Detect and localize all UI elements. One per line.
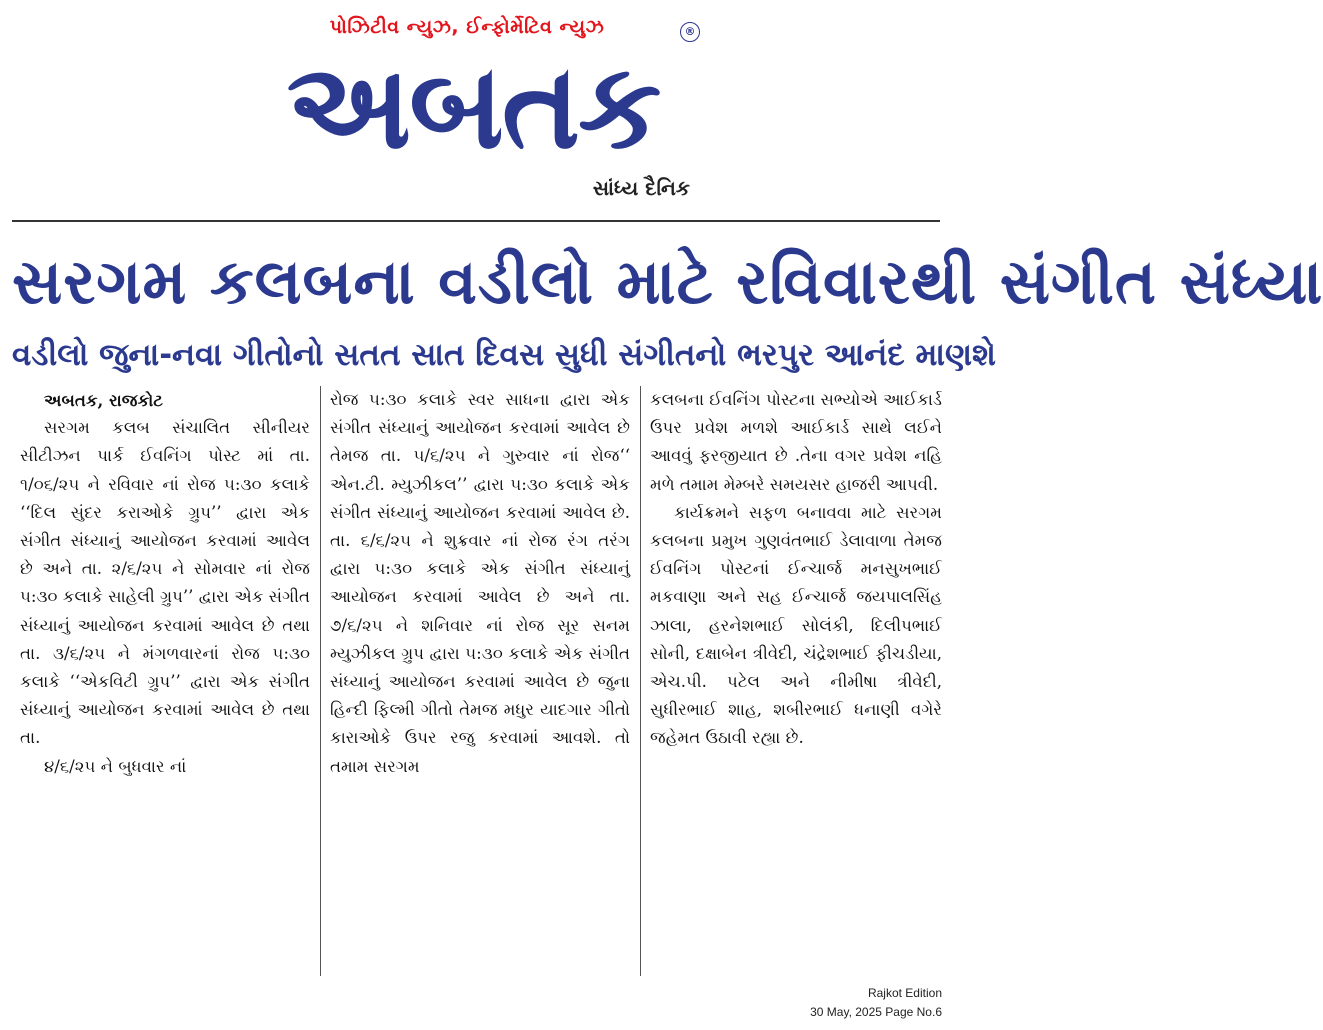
article-paragraph: સરગમ કલબ સંચાલિત સીનીયર સીટીઝન પાર્ક ઈવનિંગ પોસ્ટ માં તા. ૧/૦૬/૨૫ ને રવિવાર નાં રોજ ૫:૩૦ કલાકે ‘‘દિલ સુંદર કરાઓકે ગ્રુપ’’ દ્વારા એક સંગીત સંધ્યાનું આયોજન કરવામાં આવેલ છે અને તા. ૨/૬/૨૫ ને સોમવાર નાં રોજ ૫:૩૦ કલાકે સાહેલી ગ્રુપ’’ દ્વારા એક સંગીત સંધ્યાનું આયોજન કરવામાં આવેલ છે તથા તા. ૩/૬/૨૫ ને મંગળવારનાં રોજ ૫:૩૦ કલાકે ‘‘એકવિટી ગ્રુપ’’ દ્વારા એક સંગીત સંધ્યાનું આયોજન કરવામાં આવેલ છે તથા તા. — [20, 418, 310, 748]
article-subheadline: વડીલો જુના-નવા ગીતોનો સતત સાત દિવસ સુધી સંગીતનો ભરપુર આનંદ માણશે — [12, 337, 996, 373]
column-divider — [320, 386, 321, 976]
article-paragraph: કલબના ઈવનિંગ પોસ્ટના સભ્યોએ આઈકાર્ડ ઉપર પ્રવેશ મળશે આઈકાર્ડ સાથે લઈને આવવું ફરજીયાત છે .તેના વગર પ્રવેશ નહિ મળે તમામ મેમ્બરે સમયસર હાજરી આપવી. — [650, 390, 942, 494]
article-headline: સરગમ કલબના વડીલો માટે રવિવારથી સંગીત સંધ્યા — [12, 245, 1323, 318]
article-paragraph: ૪/૬/૨૫ ને બુધવાર નાં — [44, 756, 187, 776]
newspaper-logo: અબતક — [286, 37, 660, 175]
registered-mark-icon: ® — [680, 22, 700, 42]
edition-date-page: 30 May, 2025 Page No.6 — [810, 1005, 942, 1019]
article-column-3 — [650, 386, 942, 976]
article-column-2 — [330, 386, 630, 976]
column-divider — [640, 386, 641, 976]
article-column-1 — [20, 386, 310, 976]
masthead-divider — [12, 220, 940, 222]
article-body — [20, 386, 944, 978]
edition-name: Rajkot Edition — [867, 986, 942, 1000]
page-footer — [810, 984, 942, 1022]
article-paragraph: રોજ ૫:૩૦ કલાકે સ્વર સાધના દ્વારા એક સંગીત સંધ્યાનું આયોજન કરવામાં આવેલ છે તેમજ તા. ૫/૬/૨૫ ને ગુરુવાર નાં રોજ‘‘ એન.ટી. મ્યુઝીકલ’’ દ્વારા ૫:૩૦ કલાકે એક સંગીત સંધ્યાનું આયોજન કરવામાં આવેલ છે. તા. ૬/૬/૨૫ ને શુક્રવાર નાં રોજ રંગ તરંગ દ્વારા ૫:૩૦ કલાકે એક સંગીત સંધ્યાનું આયોજન કરવામાં આવેલ છે અને તા. ૭/૬/૨૫ ને શનિવાર નાં રોજ સૂર સનમ મ્યુઝીકલ ગ્રુપ દ્વારા ૫:૩૦ કલાકે એક સંગીત સંધ્યાનું આયોજન કરવામાં આવેલ છે જુના હિન્દી ફિલ્મી ગીતો તેમજ મધુર યાદગાર ગીતો કારાઓકે ઉપર રજુ કરવામાં આવશે. તો તમામ સરગમ — [330, 390, 630, 776]
article-dateline: અબતક, રાજકોટ — [44, 390, 163, 410]
article-paragraph: કાર્યક્રમને સફળ બનાવવા માટે સરગમ કલબના પ્રમુખ ગુણવંતભાઈ ડેલાવાળા તેમજ ઈવનિંગ પોસ્ટનાં ઈન્ચાર્જ મનસુખભાઈ મકવાણા અને સહ ઈન્ચાર્જ જયપાલસિંહ ઝાલા, હરનેશભાઈ સોલંકી, દિલીપભાઈ સોની, દક્ષાબેન ત્રીવેદી, ચંદ્રેશભાઈ ફીચડીયા, એચ.પી. પટેલ અને નીમીષા ત્રીવેદી, સુધીરભાઈ શાહ, શબીરભાઈ ધનાણી વગેરે જહેમત ઉઠાવી રહ્યા છે. — [650, 502, 942, 748]
masthead-tagline: પોઝિટીવ ન્યુઝ, ઈન્ફોર્મેટિવ ન્યુઝ — [329, 16, 605, 38]
edition-type: સાંધ્ય દૈનિક — [592, 176, 690, 200]
masthead — [0, 0, 952, 222]
